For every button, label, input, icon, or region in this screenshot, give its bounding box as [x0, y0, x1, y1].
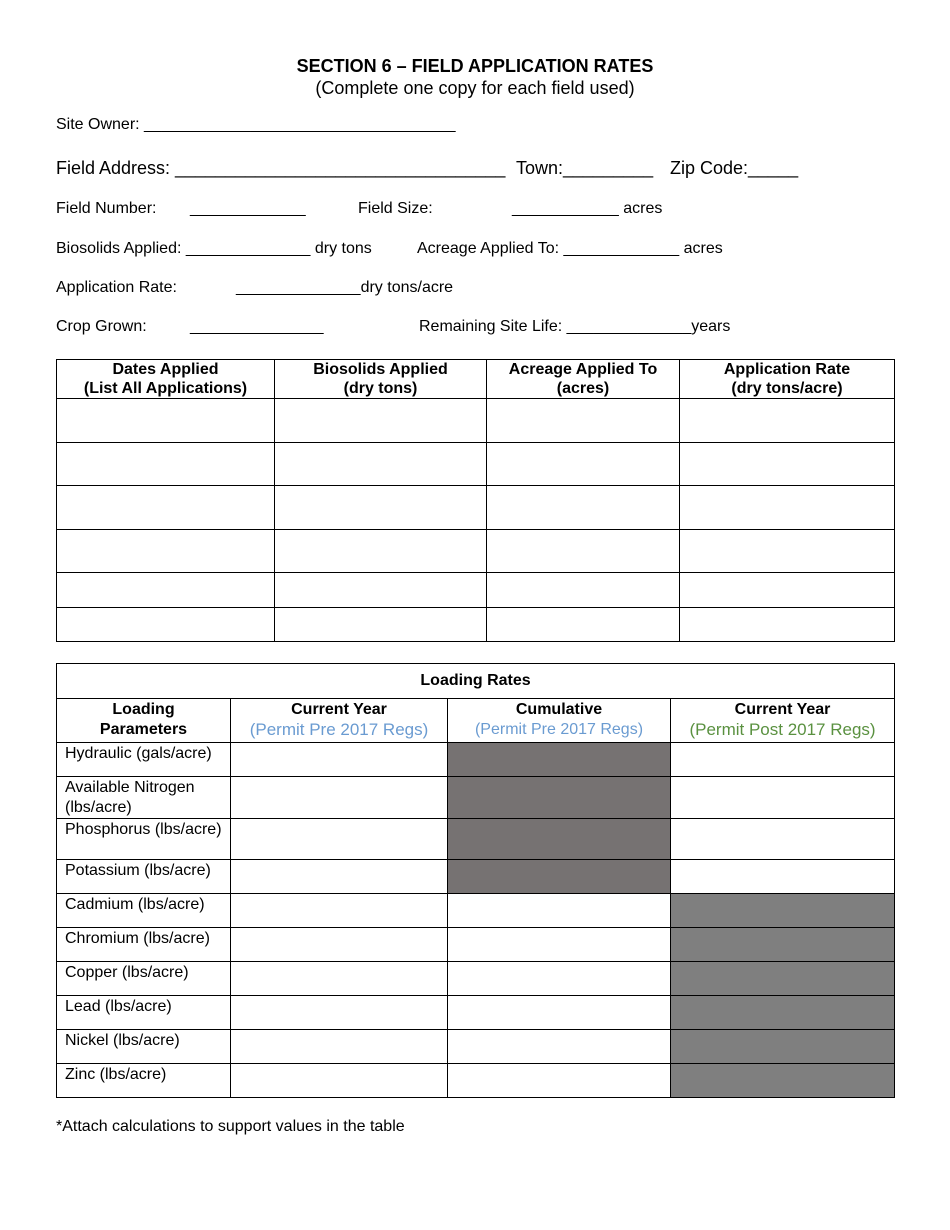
loading-header-row [57, 699, 895, 743]
table-row [57, 443, 895, 486]
table-cell[interactable] [275, 486, 487, 530]
table-cell[interactable] [275, 399, 487, 443]
current-year-pre-cell[interactable] [231, 1030, 448, 1064]
loading-parameter-name: Zinc (lbs/acre) [57, 1064, 231, 1098]
current-year-post-cell [671, 996, 895, 1030]
table-cell[interactable] [275, 573, 487, 608]
field-size-line[interactable]: ____________ acres [512, 200, 663, 217]
current-year-post-cell [671, 928, 895, 962]
application-rate-label: Application Rate: [56, 279, 177, 296]
crop-grown-line[interactable]: _______________ [190, 318, 324, 335]
field-address-field[interactable]: Field Address: _________________________________ [56, 158, 506, 178]
loading-parameter-name: Lead (lbs/acre) [57, 996, 231, 1030]
current-year-pre-cell[interactable] [231, 894, 448, 928]
cumulative-cell [448, 743, 671, 777]
crop-grown-label: Crop Grown: [56, 318, 147, 335]
header-application-rate: Application Rate (dry tons/acre) [680, 360, 895, 399]
application-rate-line[interactable]: ______________dry tons/acre [236, 279, 454, 296]
header-biosolids-applied: Biosolids Applied (dry tons) [275, 360, 487, 399]
cumulative-cell[interactable] [448, 962, 671, 996]
field-size-label: Field Size: [358, 200, 433, 217]
table-cell[interactable] [275, 608, 487, 642]
table-row [57, 530, 895, 573]
table-cell[interactable] [487, 486, 680, 530]
current-year-pre-cell[interactable] [231, 996, 448, 1030]
loading-parameter-name: Cadmium (lbs/acre) [57, 894, 231, 928]
field-number-label: Field Number: [56, 200, 157, 217]
table-cell[interactable] [57, 530, 275, 573]
table-cell[interactable] [487, 399, 680, 443]
table-cell[interactable] [680, 608, 895, 642]
site-owner-field[interactable]: Site Owner: ___________________________________ [56, 116, 456, 133]
acreage-applied-field[interactable]: Acreage Applied To: _____________ acres [417, 240, 723, 257]
current-year-pre-cell[interactable] [231, 819, 448, 860]
table-cell[interactable] [487, 573, 680, 608]
header-dates-applied: Dates Applied (List All Applications) [57, 360, 275, 399]
remaining-site-life-field[interactable]: Remaining Site Life: ______________years [419, 318, 731, 335]
table-row [57, 1030, 895, 1064]
current-year-post-cell [671, 962, 895, 996]
cumulative-cell [448, 777, 671, 819]
current-year-post-cell [671, 1030, 895, 1064]
table-row [57, 819, 895, 860]
footnote: *Attach calculations to support values in the table [56, 1118, 405, 1135]
loading-parameter-name: Hydraulic (gals/acre) [57, 743, 231, 777]
town-field[interactable]: Town:_________ [516, 158, 654, 178]
current-year-pre-cell[interactable] [231, 777, 448, 819]
table-cell[interactable] [680, 530, 895, 573]
applications-header-row [57, 360, 895, 399]
biosolids-applied-field[interactable]: Biosolids Applied: ______________ dry tons [56, 240, 372, 257]
table-cell[interactable] [57, 573, 275, 608]
loading-parameter-name: Nickel (lbs/acre) [57, 1030, 231, 1064]
cumulative-cell [448, 819, 671, 860]
table-cell[interactable] [57, 486, 275, 530]
loading-parameter-name: Phosphorus (lbs/acre) [57, 819, 231, 860]
table-row [57, 777, 895, 819]
table-cell[interactable] [275, 530, 487, 573]
cumulative-cell[interactable] [448, 928, 671, 962]
table-row [57, 608, 895, 642]
table-row [57, 996, 895, 1030]
table-cell[interactable] [680, 486, 895, 530]
table-row [57, 894, 895, 928]
table-row [57, 573, 895, 608]
section-title: SECTION 6 – FIELD APPLICATION RATES [296, 56, 654, 76]
current-year-pre-cell[interactable] [231, 1064, 448, 1098]
current-year-pre-cell[interactable] [231, 743, 448, 777]
current-year-post-cell[interactable] [671, 777, 895, 819]
loading-parameter-name: Chromium (lbs/acre) [57, 928, 231, 962]
table-row [57, 399, 895, 443]
table-row [57, 743, 895, 777]
cumulative-cell[interactable] [448, 996, 671, 1030]
header-loading-parameters: Loading Parameters [57, 699, 231, 743]
current-year-post-cell[interactable] [671, 743, 895, 777]
applications-table [56, 359, 895, 642]
table-cell[interactable] [680, 443, 895, 486]
header-cumulative-pre: Cumulative (Permit Pre 2017 Regs) [448, 699, 671, 743]
current-year-post-cell [671, 1064, 895, 1098]
current-year-post-cell [671, 894, 895, 928]
loading-parameter-name: Copper (lbs/acre) [57, 962, 231, 996]
current-year-pre-cell[interactable] [231, 928, 448, 962]
table-cell[interactable] [57, 443, 275, 486]
section-subtitle: (Complete one copy for each field used) [315, 78, 635, 98]
table-cell[interactable] [487, 608, 680, 642]
table-cell[interactable] [57, 608, 275, 642]
header-current-year-pre: Current Year (Permit Pre 2017 Regs) [231, 699, 448, 743]
header-acreage-applied: Acreage Applied To (acres) [487, 360, 680, 399]
cumulative-cell[interactable] [448, 894, 671, 928]
current-year-post-cell[interactable] [671, 860, 895, 894]
header-current-year-post: Current Year (Permit Post 2017 Regs) [671, 699, 895, 743]
loading-rates-table [56, 663, 895, 1098]
current-year-post-cell[interactable] [671, 819, 895, 860]
loading-rates-title: Loading Rates [57, 664, 895, 699]
table-cell[interactable] [487, 530, 680, 573]
table-row [57, 962, 895, 996]
table-cell[interactable] [680, 573, 895, 608]
current-year-pre-cell[interactable] [231, 860, 448, 894]
table-row [57, 1064, 895, 1098]
loading-parameter-name: Available Nitrogen (lbs/acre) [57, 777, 231, 819]
zip-code-field[interactable]: Zip Code:_____ [670, 158, 799, 178]
cumulative-cell [448, 860, 671, 894]
cumulative-cell[interactable] [448, 1030, 671, 1064]
current-year-pre-cell[interactable] [231, 962, 448, 996]
cumulative-cell[interactable] [448, 1064, 671, 1098]
table-row [57, 928, 895, 962]
table-row [57, 860, 895, 894]
loading-parameter-name: Potassium (lbs/acre) [57, 860, 231, 894]
table-cell[interactable] [680, 399, 895, 443]
table-cell[interactable] [275, 443, 487, 486]
field-number-line[interactable]: _____________ [190, 200, 306, 217]
table-row [57, 486, 895, 530]
table-cell[interactable] [57, 399, 275, 443]
table-cell[interactable] [487, 443, 680, 486]
